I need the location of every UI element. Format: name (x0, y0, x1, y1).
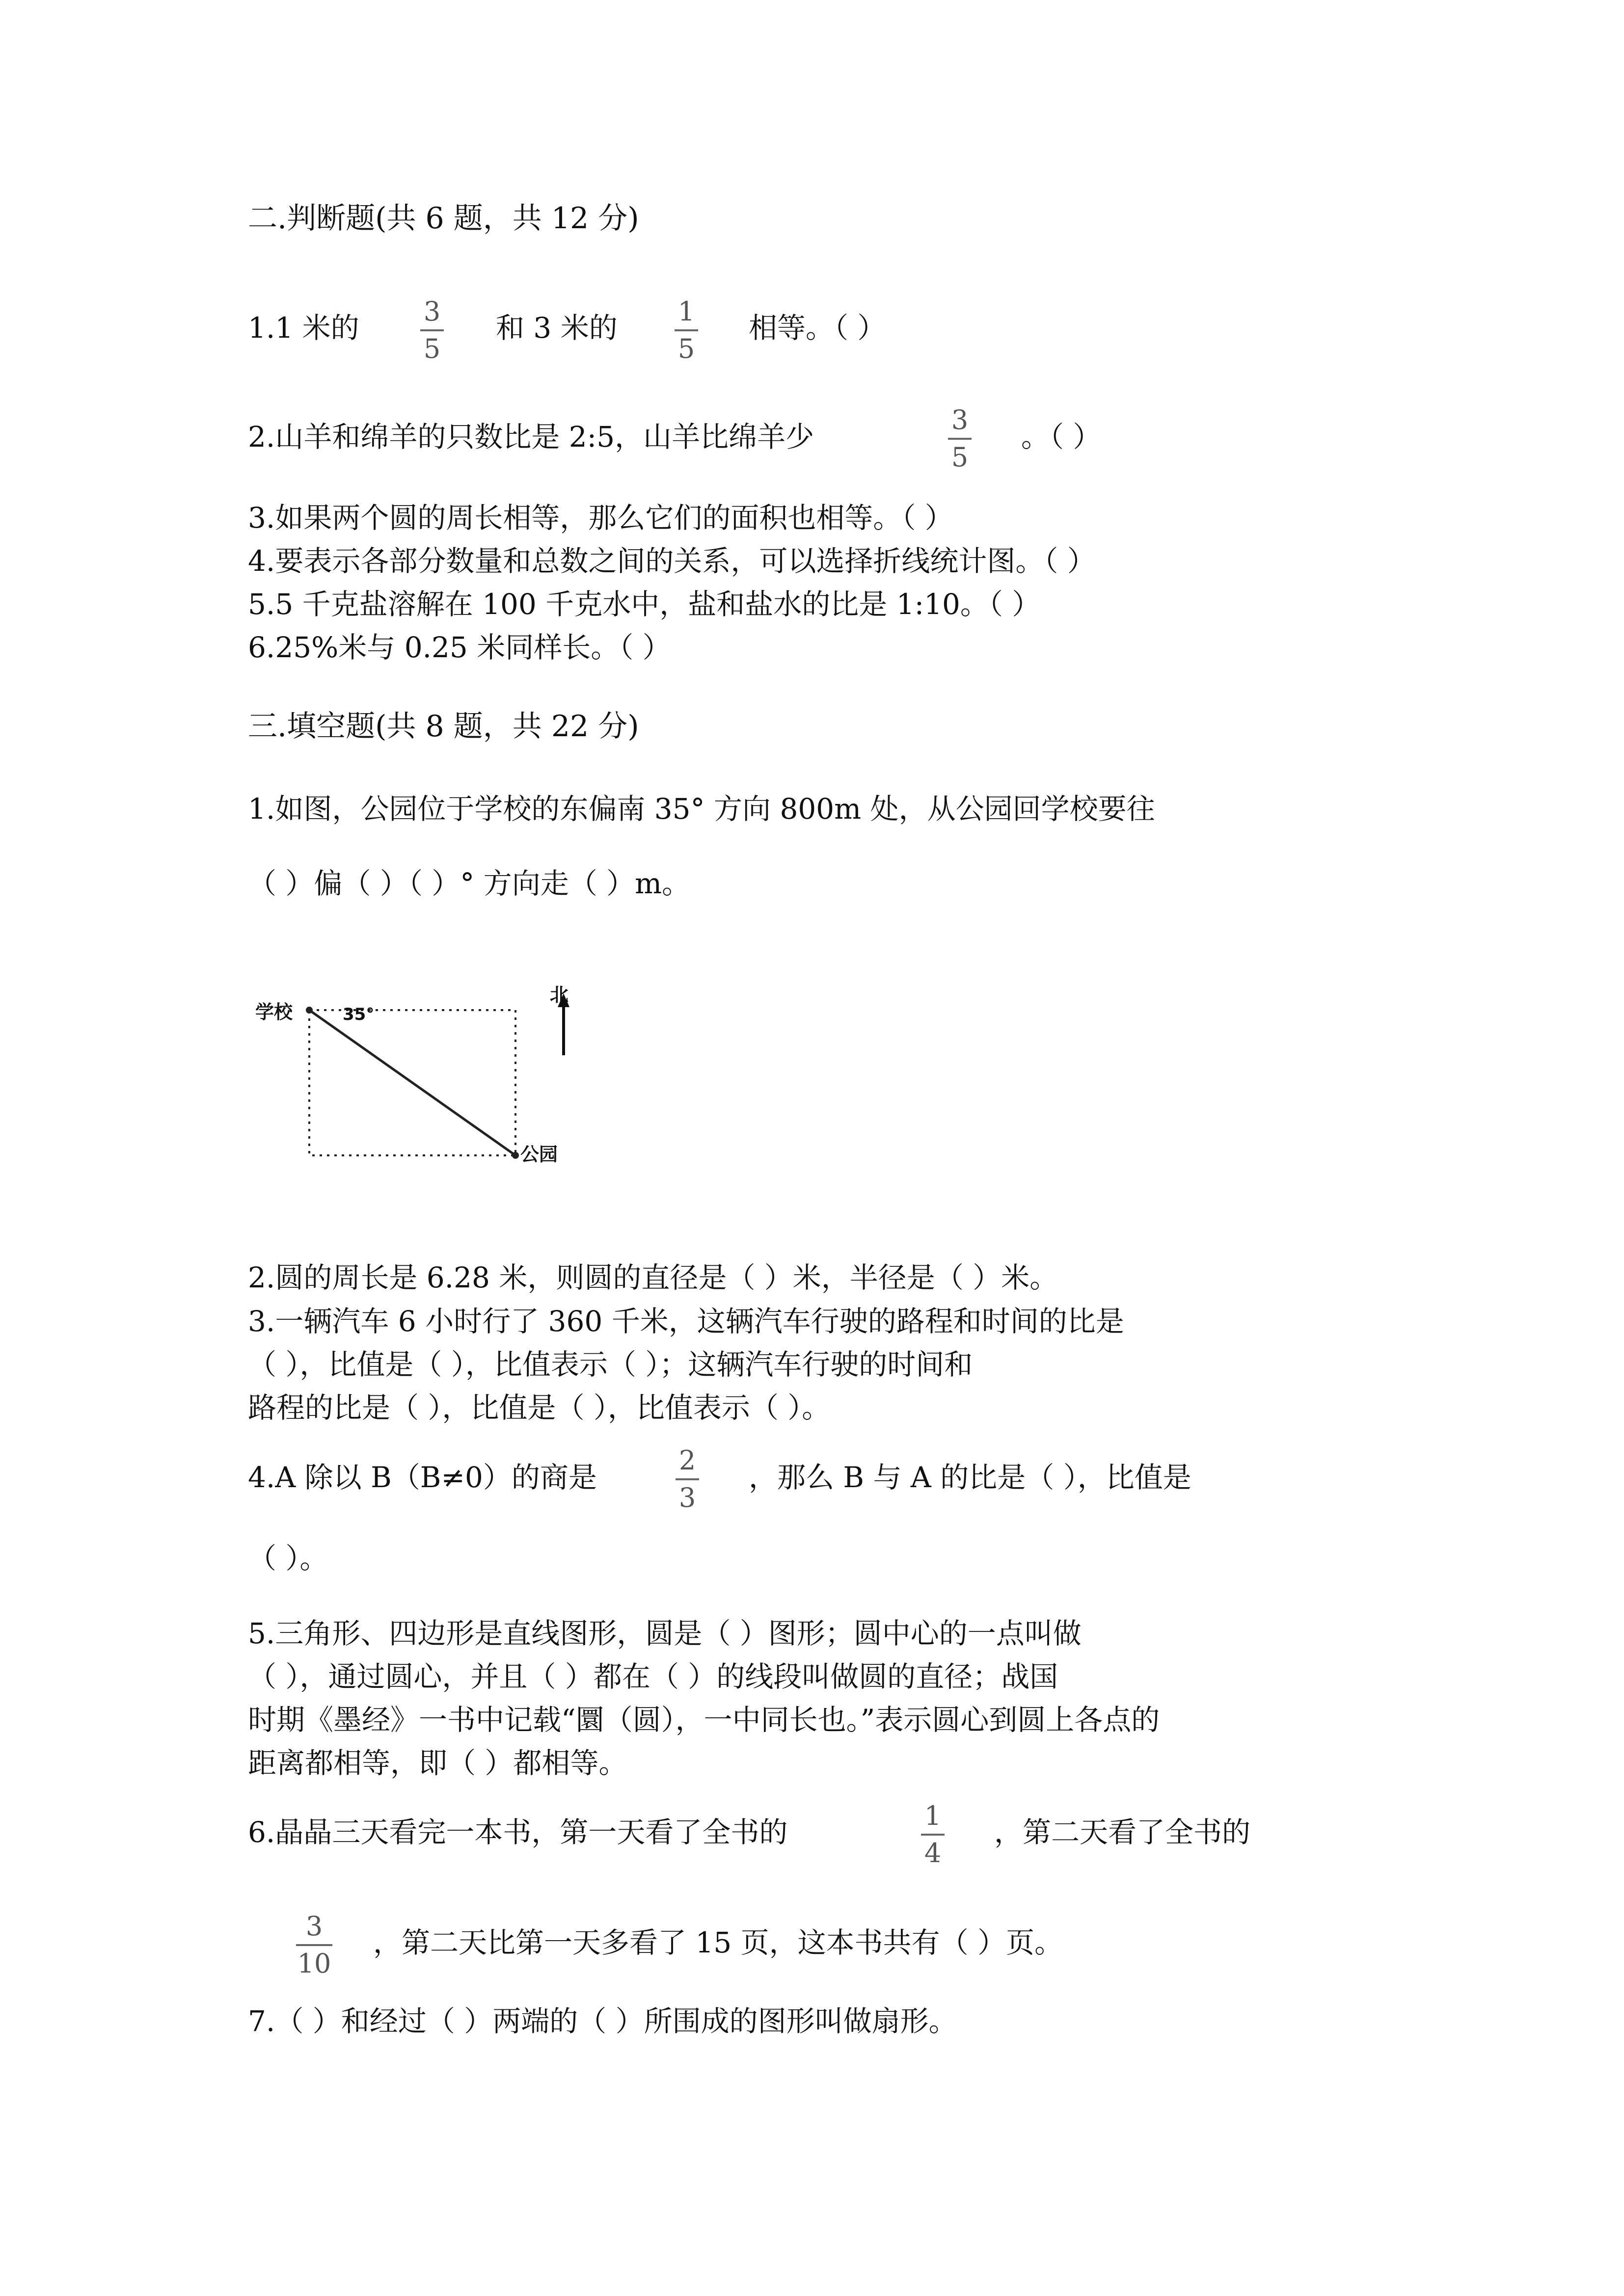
fraction (672, 297, 701, 364)
angle-label: 35° (343, 1005, 375, 1024)
question-text: 。（ ） (1021, 420, 1102, 454)
question-2-3: 3.如果两个圆的周长相等，那么它们的面积也相等。（ ） (248, 501, 953, 534)
question-3-3-line-3: 路程的比是（ ），比值是（ ），比值表示（ ）。 (248, 1391, 831, 1424)
section-heading-fill-in: 三.填空题(共 8 题，共 22 分) (248, 709, 639, 744)
question-2-4: 4.要表示各部分数量和总数之间的关系，可以选择折线统计图。（ ） (248, 544, 1096, 578)
school-label: 学校 (255, 1001, 293, 1023)
question-text: 和 3 米的 (496, 311, 618, 345)
question-text: ，第二天看了全书的 (994, 1815, 1251, 1849)
question-text-line-2: （ ）。 (248, 1542, 328, 1575)
north-label: 北 (550, 984, 569, 1006)
fraction-numerator: 2 (678, 1445, 696, 1476)
fraction-denominator: 4 (924, 1838, 942, 1869)
path-line (309, 1010, 515, 1155)
fraction-denominator: 5 (951, 442, 969, 473)
question-3-5-line-4: 距离都相等，即（ ）都相等。 (248, 1746, 627, 1780)
fraction (918, 1801, 947, 1868)
fraction-bar (296, 1944, 332, 1946)
fraction-bar (420, 329, 444, 331)
park-point (512, 1152, 519, 1159)
fraction-numerator: 3 (423, 296, 441, 327)
fraction-bar (675, 329, 698, 331)
question-3-7: 7.（ ）和经过（ ）两端的（ ）所围成的图形叫做扇形。 (248, 2004, 957, 2038)
fraction-numerator: 1 (924, 1800, 942, 1831)
fraction-denominator: 10 (297, 1948, 331, 1979)
fraction-numerator: 1 (677, 296, 695, 327)
question-3-5-line-3: 时期《墨经》一书中记载“圜（圆），一中同长也。”表示圆心到圆上各点的 (248, 1703, 1160, 1736)
fraction-denominator: 5 (423, 333, 441, 364)
question-text: ，第二天比第一天多看了 15 页，这本书共有（ ）页。 (373, 1926, 1063, 1959)
fraction-denominator: 3 (678, 1482, 696, 1513)
question-text: ，那么 B 与 A 的比是（ ），比值是 (749, 1461, 1191, 1494)
fraction (417, 297, 447, 364)
fraction-bar (921, 1834, 945, 1836)
question-3-1-line-1: 1.如图，公园位于学校的东偏南 35° 方向 800m 处，从公园回学校要往 (248, 792, 1155, 826)
question-text: 4.A 除以 B（B≠0）的商是 (248, 1461, 597, 1494)
fraction-numerator: 3 (305, 1911, 323, 1942)
park-label: 公园 (520, 1144, 558, 1165)
fraction (292, 1912, 336, 1978)
question-text: 相等。（ ） (749, 311, 886, 345)
fraction-bar (948, 438, 972, 440)
fraction (673, 1446, 702, 1513)
question-text: 2.山羊和绵羊的只数比是 2:5，山羊比绵羊少 (248, 420, 814, 454)
school-point (306, 1007, 313, 1014)
question-text: 6.晶晶三天看完一本书，第一天看了全书的 (248, 1815, 788, 1849)
fraction-denominator: 5 (677, 333, 695, 364)
question-3-1-line-2: （ ）偏（ ）（ ）° 方向走（ ）m。 (248, 867, 691, 900)
question-3-2: 2.圆的周长是 6.28 米，则圆的直径是（ ）米，半径是（ ）米。 (248, 1261, 1058, 1294)
question-3-3-line-1: 3.一辆汽车 6 小时行了 360 千米，这辆汽车行驶的路程和时间的比是 (248, 1305, 1124, 1338)
section-heading-judgement: 二.判断题(共 6 题，共 12 分) (248, 201, 639, 236)
fraction (945, 405, 974, 472)
question-text: 1.1 米的 (248, 311, 359, 345)
question-3-5-line-2: （ ），通过圆心，并且（ ）都在（ ）的线段叫做圆的直径；战国 (248, 1660, 1058, 1693)
fraction-numerator: 3 (951, 404, 969, 435)
question-3-5-line-1: 5.三角形、四边形是直线图形，圆是（ ）图形；圆中心的一点叫做 (248, 1617, 1082, 1650)
fraction-bar (676, 1478, 699, 1480)
question-2-5: 5.5 千克盐溶解在 100 千克水中，盐和盐水的比是 1:10。（ ） (248, 587, 1041, 621)
question-3-3-line-2: （ ），比值是（ ），比值表示（ ）；这辆汽车行驶的时间和 (248, 1348, 973, 1381)
question-2-6: 6.25%米与 0.25 米同样长。（ ） (248, 631, 671, 664)
